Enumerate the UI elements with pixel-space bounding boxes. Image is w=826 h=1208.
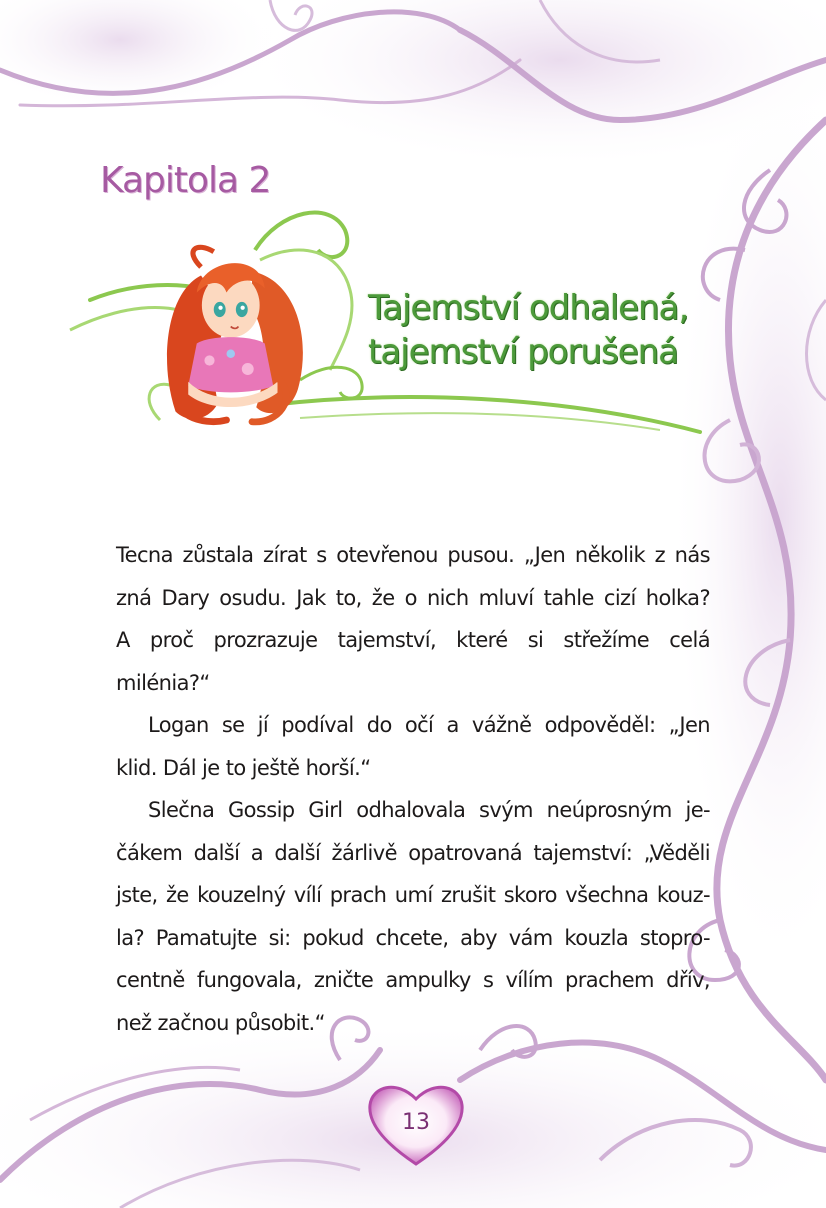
page-number: 13 [402,1110,430,1135]
text-line: centně fungovala, zničte ampulky s vílím prachem dřív, [116,968,710,992]
text-line: klid. Dál je to ještě horší.“ [116,755,371,780]
text-line: Logan se jí podíval do očí a vážně odpověděl: „Jen [148,713,710,737]
chapter-title-line-2: tajemství porušená [368,332,678,372]
text-line: la? Pamatujte si: pokud chcete, aby vám kouzla stopro- [116,925,710,950]
text-line: zná Dary osudu. Jak to, že o nich mluví tahle cizí holka? [116,585,710,610]
text-line: Tecna zůstala zírat s otevřenou pusou. „Jen několik z nás [116,543,710,567]
body-text [116,534,710,1044]
text-line: než začnou působit.“ [116,1010,325,1035]
text-line: A proč prozrazuje tajemství, které si střežíme celá milénia?“ [116,628,710,695]
text-line: Slečna Gossip Girl odhalovala svým neúprosným je- [148,798,710,822]
fairy-illustration [150,225,320,445]
text-line: čákem další a další žárlivě opatrovaná tajemství: „Věděli [116,840,710,865]
chapter-title [368,286,798,374]
text-line: jste, že kouzelný vílí prach umí zrušit skoro všechna kouz- [116,883,710,907]
chapter-title-line-1: Tajemství odhalená, [368,288,689,328]
chapter-label: Kapitola 2 [100,160,271,201]
